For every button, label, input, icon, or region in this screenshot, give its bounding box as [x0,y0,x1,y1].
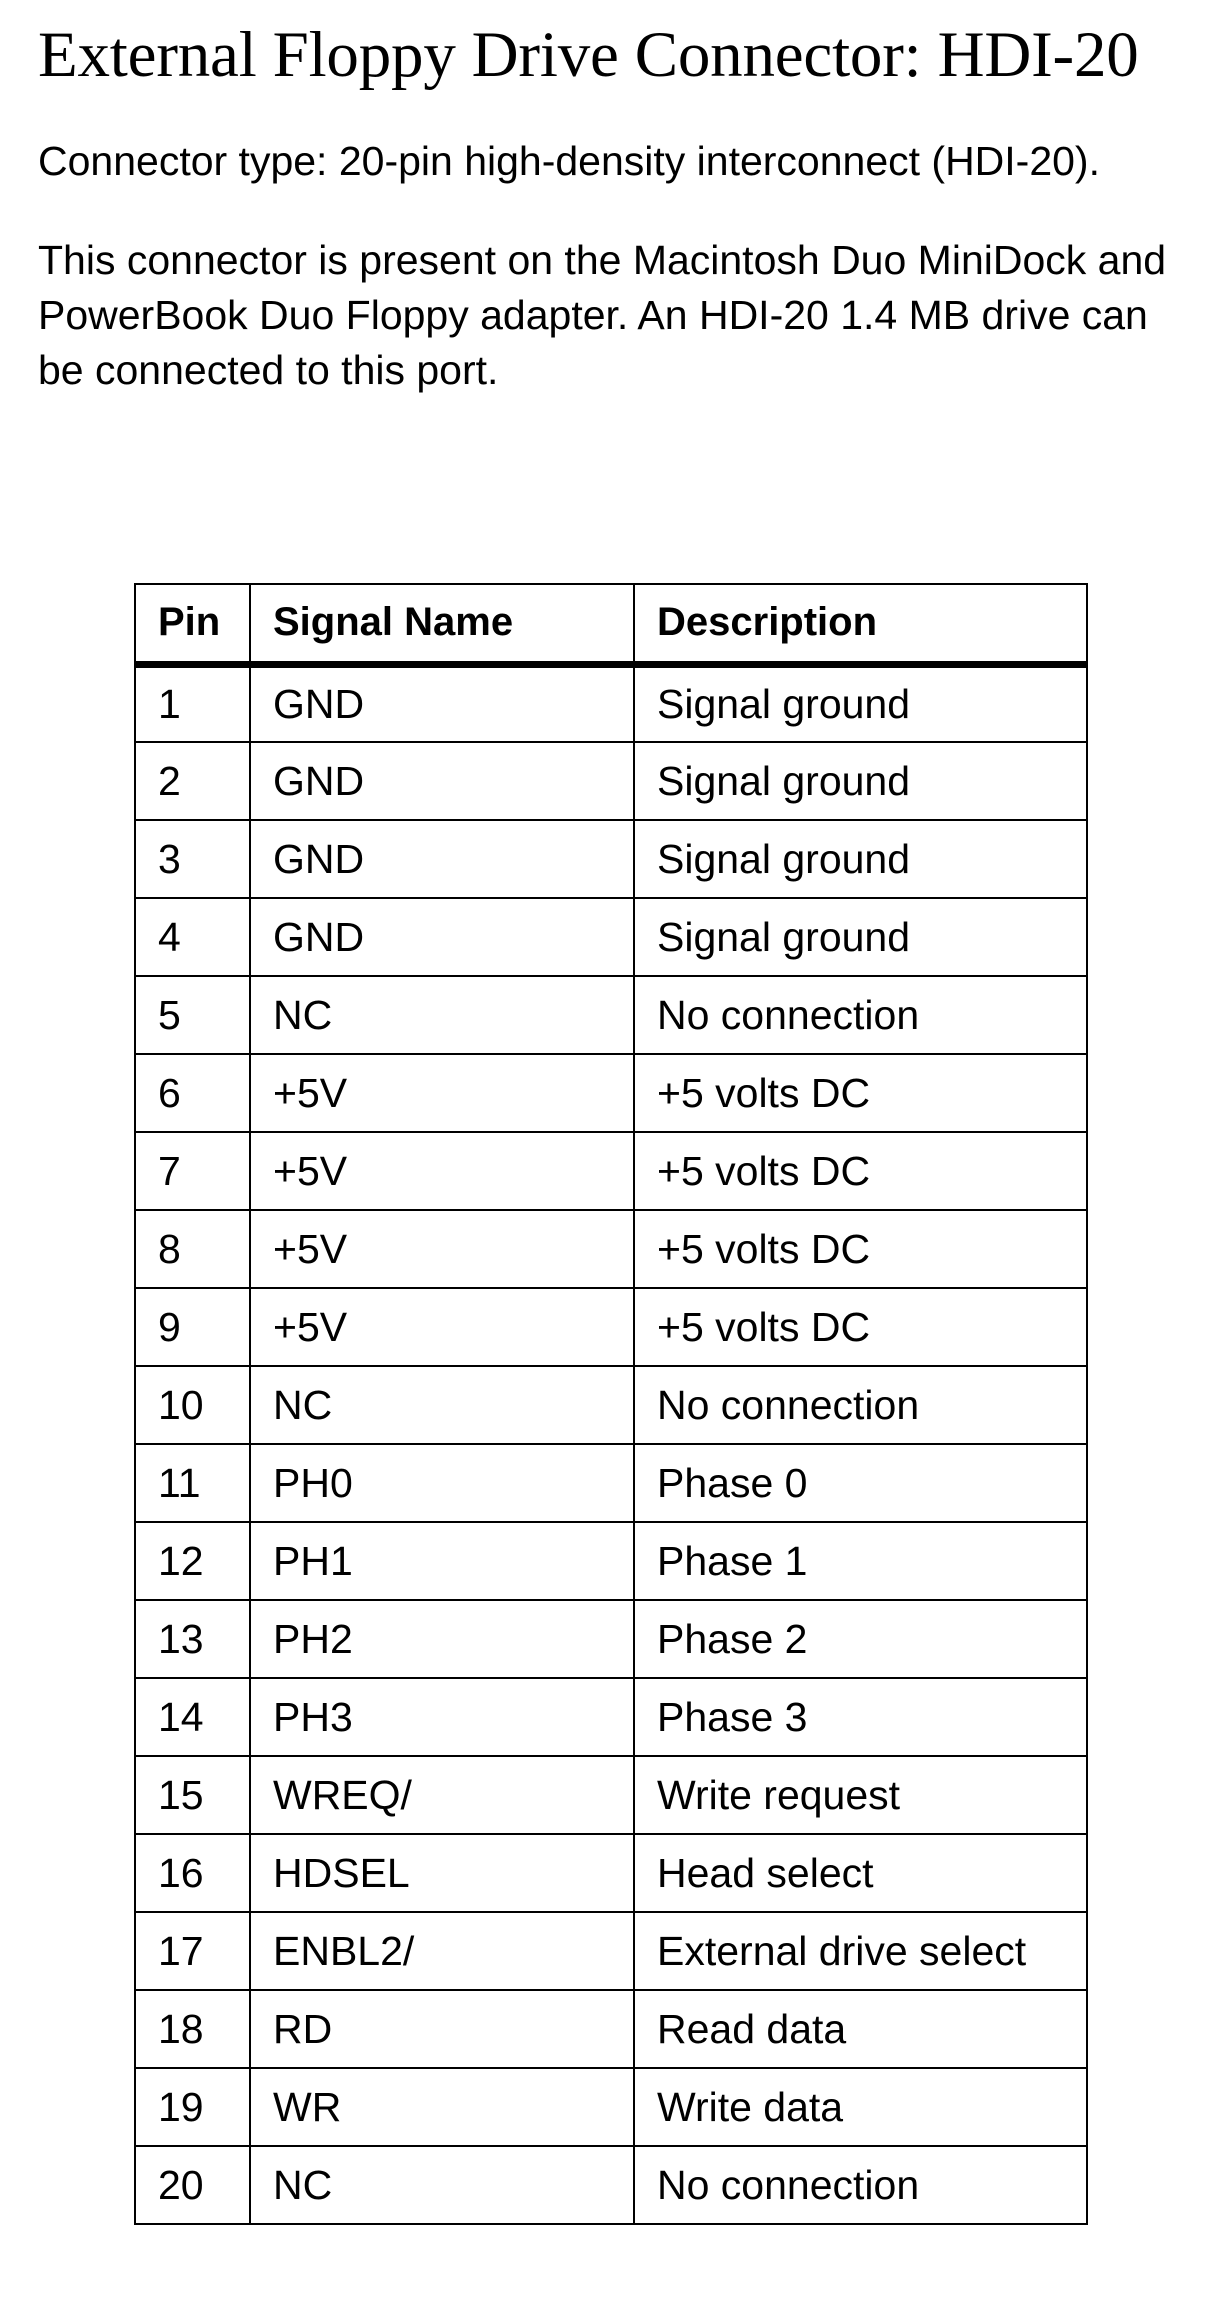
description-cell: External drive select [634,1912,1087,1990]
table-row [135,1054,1087,1132]
description-cell: Phase 0 [634,1444,1087,1522]
pin-cell: 6 [135,1054,250,1132]
table-row [135,898,1087,976]
description-cell: No connection [634,1366,1087,1444]
signal-name-cell: PH0 [250,1444,634,1522]
signal-name-cell: ENBL2/ [250,1912,634,1990]
pin-cell: 8 [135,1210,250,1288]
document-page [38,0,1188,398]
signal-name-cell: NC [250,2146,634,2224]
description-cell: Signal ground [634,742,1087,820]
signal-name-cell: RD [250,1990,634,2068]
pin-cell: 16 [135,1834,250,1912]
table-row [135,1366,1087,1444]
signal-name-cell: GND [250,898,634,976]
pin-cell: 17 [135,1912,250,1990]
description-cell: Write request [634,1756,1087,1834]
pinout-table [134,583,1088,2225]
signal-name-cell: HDSEL [250,1834,634,1912]
pinout-table-container [134,583,1088,2225]
table-row [135,1522,1087,1600]
pin-cell: 7 [135,1132,250,1210]
signal-name-cell: GND [250,664,634,742]
description-cell: Phase 1 [634,1522,1087,1600]
description-cell: +5 volts DC [634,1132,1087,1210]
signal-name-cell: PH1 [250,1522,634,1600]
signal-name-cell: WR [250,2068,634,2146]
pin-cell: 3 [135,820,250,898]
table-row [135,1756,1087,1834]
connector-type-text: Connector type: 20-pin high-density interconnect (HDI-20). [38,138,1100,184]
table-row [135,1678,1087,1756]
description-cell: Write data [634,2068,1087,2146]
pin-cell: 4 [135,898,250,976]
description-cell: Phase 3 [634,1678,1087,1756]
pin-cell: 12 [135,1522,250,1600]
table-row [135,1912,1087,1990]
table-row [135,1210,1087,1288]
table-row [135,1600,1087,1678]
signal-name-cell: NC [250,976,634,1054]
description-cell: Phase 2 [634,1600,1087,1678]
description-cell: No connection [634,976,1087,1054]
table-row [135,1288,1087,1366]
table-row [135,1444,1087,1522]
signal-name-cell: PH2 [250,1600,634,1678]
header-description: Description [634,584,1087,664]
table-row [135,1834,1087,1912]
description-cell: +5 volts DC [634,1054,1087,1132]
description-cell: Signal ground [634,664,1087,742]
pin-cell: 13 [135,1600,250,1678]
table-row [135,820,1087,898]
pin-cell: 10 [135,1366,250,1444]
table-header-row [135,584,1087,664]
table-row [135,2146,1087,2224]
pin-cell: 5 [135,976,250,1054]
pin-cell: 11 [135,1444,250,1522]
signal-name-cell: GND [250,742,634,820]
signal-name-cell: PH3 [250,1678,634,1756]
header-signal-name: Signal Name [250,584,634,664]
table-body [135,664,1087,2224]
signal-name-cell: +5V [250,1288,634,1366]
page-title: External Floppy Drive Connector: HDI-20 [38,19,1139,91]
description-cell: Head select [634,1834,1087,1912]
table-row [135,742,1087,820]
pin-cell: 14 [135,1678,250,1756]
pin-cell: 1 [135,664,250,742]
table-row [135,1990,1087,2068]
description-cell: +5 volts DC [634,1288,1087,1366]
signal-name-cell: +5V [250,1132,634,1210]
signal-name-cell: +5V [250,1210,634,1288]
table-row [135,1132,1087,1210]
signal-name-cell: NC [250,1366,634,1444]
description-cell: Signal ground [634,898,1087,976]
table-row [135,2068,1087,2146]
pin-cell: 15 [135,1756,250,1834]
description-paragraph: This connector is present on the Macintosh Duo MiniDock and PowerBook Duo Floppy adapter. An HDI-20 1.4 MB drive can be connected to this port. [38,237,1167,393]
description-cell: No connection [634,2146,1087,2224]
signal-name-cell: WREQ/ [250,1756,634,1834]
pin-cell: 2 [135,742,250,820]
signal-name-cell: GND [250,820,634,898]
pin-cell: 9 [135,1288,250,1366]
table-row [135,976,1087,1054]
signal-name-cell: +5V [250,1054,634,1132]
description-cell: Read data [634,1990,1087,2068]
pin-cell: 18 [135,1990,250,2068]
pin-cell: 19 [135,2068,250,2146]
description-cell: Signal ground [634,820,1087,898]
header-pin: Pin [135,584,250,664]
pin-cell: 20 [135,2146,250,2224]
table-row [135,664,1087,742]
description-cell: +5 volts DC [634,1210,1087,1288]
